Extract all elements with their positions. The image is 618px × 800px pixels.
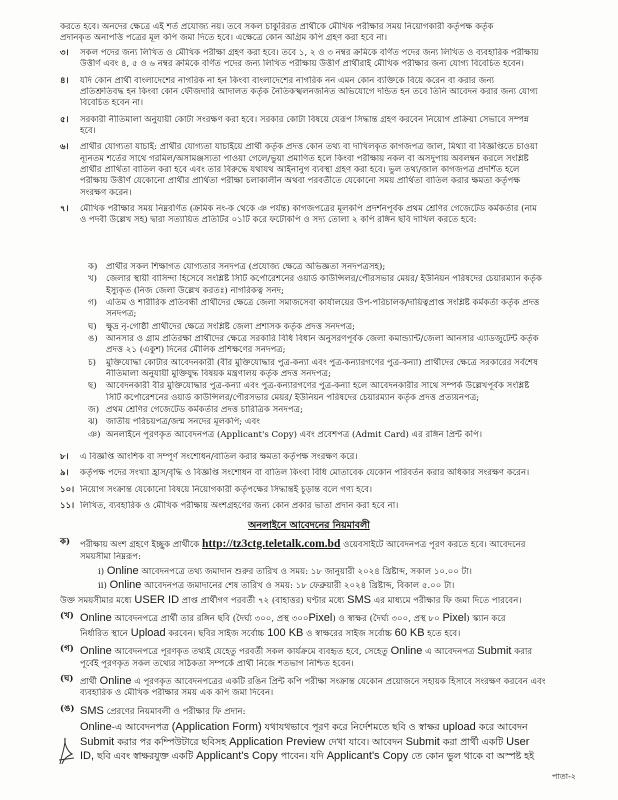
online-word: Online bbox=[80, 612, 112, 625]
text-span: ) ও স্বাক্ষর (দৈর্ঘ্য ৩০০, প্রস্থ ৮০ bbox=[332, 614, 440, 625]
preview-term: Application Preview bbox=[229, 735, 326, 748]
text-span: দেখা যাবে। আবেদন bbox=[328, 736, 403, 748]
numbered-item bbox=[60, 76, 580, 110]
numbered-item bbox=[60, 501, 580, 512]
numbered-items bbox=[60, 48, 580, 232]
rule-number: (খ) bbox=[60, 611, 74, 622]
text-span: উক্ত সময়সীমার মধ্যে bbox=[60, 595, 132, 606]
item-number: ঙ) bbox=[88, 334, 98, 345]
text-line: প্রদানকৃত অনাপত্তি পত্রের মূল কপি জমা দিতে হবে। এক্ষেত্রে কোন অগ্রিম কপি গ্রহণ করা হবে না। bbox=[60, 33, 388, 44]
item-number: ৩। bbox=[60, 48, 69, 58]
item-number: ১১। bbox=[60, 501, 75, 512]
text-line: আনসার ও গ্রাম প্রতিরক্ষা প্রার্থীদের ক্ষেত্রে সরকারি বিধি বিধান অনুসরণপূর্বক জেলা কমান্ড্যান্ট/জেলা আনসার এ্যাডজুটেন্ট কর্তৃক bbox=[106, 334, 539, 345]
text-span: করার bbox=[514, 647, 533, 658]
sms-term: SMS bbox=[347, 593, 371, 606]
text-line: আবেদনকারী বীর মুক্তিযোদ্ধার পুত্র-কন্যা এবং পুত্র-কন্যারগণের পুত্র-কন্যা হলে আবেদনকারীর সাথে সম্পর্ক উল্লেখপূর্বক সংশ্লিষ্ট bbox=[106, 381, 530, 392]
text-line: ও পদবী উল্লেখ সহ) দ্বারা সত্যায়িত প্রতিটির ০১টি করে ফটোকপি ও সদ্য তোলা ২ কপি রঙ্গিন ছবি দাখিল করতে হবে: bbox=[80, 215, 477, 226]
text-line: সময়সীমা নিম্নরূপ: bbox=[80, 552, 141, 563]
online-word: Online bbox=[106, 564, 139, 577]
numbered-item bbox=[60, 142, 580, 199]
text-span: ওয়েবসাইটে আবেদনপত্র পূরণ করতে হবে। আবেদনের bbox=[343, 540, 526, 550]
text-line: জেলার স্থায়ী বাসিন্দা হিসেবে সংশ্লিষ্ট সিটি কর্পোরেশনের ওয়ার্ড কাউন্সিলর/পৌরসভার মেয়র/ ইউনিয়ন পরিষদের চেয়ারম্যান কর্তৃক bbox=[106, 274, 542, 285]
submit-term: Submit bbox=[477, 645, 512, 658]
item-number: ঞ) bbox=[88, 429, 101, 440]
online-word: Online bbox=[80, 721, 112, 734]
list-item bbox=[88, 274, 582, 297]
text-span: ) স্ক্যান করে bbox=[466, 614, 506, 625]
document-list bbox=[88, 262, 582, 442]
text-line: নীতিমালা অনুযায়ী মুক্তিযুদ্ধ বিষয়ক মন্ত্রণালয় কর্তৃক প্রদত্ত সনদপত্র; bbox=[106, 369, 332, 380]
text-line: মুক্তিযোদ্ধা কোটার আবেদনকারী (বীর মুক্তিযোদ্ধার পুত্র-কন্যা এবং পুত্র-কন্যারগণের পুত্র-কন্যা) প্রার্থীদের ক্ষেত্রে সরকারের সর্বশেষ bbox=[106, 357, 538, 368]
text-line: প্রার্থীর সকল শিক্ষাগত যোগ্যতার সনদপত্র (প্রযোজ্য ক্ষেত্রে অভিজ্ঞতা সনদপত্রসহ); bbox=[106, 262, 386, 272]
applicant-copy-term: Applicant's Copy bbox=[326, 750, 409, 763]
rule-c bbox=[60, 644, 580, 670]
numbered-item bbox=[60, 452, 580, 463]
applicant-copy-term: Applicant's Copy bbox=[196, 750, 278, 763]
text-line: লিখিত, ব্যবহারিক ও মৌখিক পরীক্ষায় অংশগ্রহণের জন্য কোন প্রকার ভাতা প্রদান করা হবে না। bbox=[80, 501, 399, 512]
submit-term: Submit bbox=[80, 735, 115, 748]
size-limit: 100 KB bbox=[267, 626, 304, 639]
text-span: আবেদনপত্র জমাদানের শেষ তারিখ ও সময়: ১৮ ফেব্রুয়ারী ২০২৪ খ্রিষ্টাব্দ, বিকাল ৫.০০ টা। bbox=[144, 581, 455, 592]
text-line: কর্তৃপক্ষ পদের সংখ্যা হ্রাস/বৃদ্ধি ও বিজ্ঞপ্তি সংশোধন বা বাতিল কিংবা বিধি মোতাবেক যেকোন পরিবর্তন করার অধিকার সংরক্ষণ করেন। bbox=[80, 468, 530, 479]
text-line: হবে। bbox=[80, 126, 96, 137]
pixel-term: Pixel bbox=[308, 612, 333, 625]
rule-d bbox=[60, 674, 580, 700]
item-number: ৭। bbox=[60, 204, 69, 215]
sms-paragraph bbox=[60, 720, 580, 764]
text-span: প্রার্থী bbox=[80, 676, 97, 687]
text-line: এ বিজ্ঞপ্তি আংশিক বা সম্পূর্ণ সংশোধন/বাতিল করার ক্ষমতা কর্তৃপক্ষ সংরক্ষণ করে। bbox=[80, 452, 358, 462]
text-line: প্রতিশ্রুতিবদ্ধ হন কিংবা কোন ফৌজদারি আদালত কর্তৃক নৈতিকস্খলনজনিত অভিযোগে দন্ডিত হন তবে তিনি আবেদন করার জন্য যোগ্য bbox=[80, 87, 538, 98]
text-span: করবেন। ছবির সাইজ সর্বোচ্চ bbox=[168, 628, 265, 639]
numbered-items-2 bbox=[60, 452, 580, 517]
website-link[interactable]: http://tz3ctg.teletalk.com.bd bbox=[202, 538, 341, 550]
user-term: User bbox=[506, 735, 530, 748]
upload-term: upload bbox=[442, 721, 476, 734]
size-limit: 60 KB bbox=[394, 626, 425, 639]
rule-number: ক) bbox=[60, 537, 71, 547]
user-id-term: USER ID bbox=[134, 593, 180, 606]
text-span: এ আবেদনপত্র bbox=[425, 647, 475, 658]
signature-mark bbox=[56, 734, 78, 768]
text-line: বিবেচিত হবেন না। bbox=[80, 98, 144, 109]
text-line: প্রার্থীর যোগ্যতা যাচাই: প্রার্থীর যোগ্যতা যাচাইয়ে প্রার্থী কর্তৃক প্রদত্ত কোন তথ্য বা দাখিলকৃত কাগজপত্র জাল, মিথ্যা বা বিজ্ঞপ্তিতে চাওয়া bbox=[80, 142, 538, 153]
text-span: করে আবেদন bbox=[478, 722, 528, 734]
text-line: প্রথম শ্রেণির গেজেটেড কর্মকর্তার প্রদত্ত চারিত্রিক সনদপত্র; bbox=[106, 405, 303, 416]
list-item bbox=[88, 430, 582, 441]
text-line: এতিম ও শারীরিক প্রতিবন্ধী প্রার্থীদের ক্ষেত্রে জেলা সমাজসেবা কার্যালয়ের উপ-পরিচালক/দায়িত্বপ্রাপ্ত সংশ্লিষ্ট কর্মকর্তা কর্তৃক প্রদত্ত bbox=[106, 298, 540, 309]
text-span: ও স্বাক্ষরের সাইজ সর্বোচ্চ bbox=[306, 628, 392, 639]
text-span: -এ আবেদনপত্র bbox=[111, 722, 169, 734]
rule-number: (ঙ) bbox=[60, 703, 75, 714]
item-number: গ) bbox=[88, 298, 97, 309]
item-number: চ) bbox=[88, 357, 96, 368]
text-span: আবেদনপত্রে তথ্য জমাদান শুরুর তারিখ ও সময়: ১৮ জানুয়ারী ২০২৪ খ্রিষ্টাব্দ, সকাল ১০.০০ টা। bbox=[141, 566, 472, 577]
rule-number: (ঘ) bbox=[60, 673, 74, 684]
item-number: খ) bbox=[88, 274, 97, 285]
pixel-term: Pixel bbox=[442, 612, 467, 625]
item-number: ৫। bbox=[60, 114, 69, 125]
list-item bbox=[88, 358, 582, 381]
text-line: করতে হবে। অনদের ক্ষেত্রে এই শর্ত প্রযোজ্য নয়। তবে সকল চাকুরিরত প্রার্থীকে মৌখিক পরীক্ষার সময় নিয়োগকারী কর্তৃপক্ষ কর্তৃক bbox=[60, 22, 494, 32]
application-form-term: (Application Form) bbox=[171, 721, 262, 734]
online-word: Online bbox=[109, 579, 142, 592]
text-span: যথাযথভাবে পূরণ করে নির্দেশমতে ছবি ও স্বাক্ষর bbox=[264, 722, 440, 734]
text-line: প্রদত্ত ২১ (একুশ) দিনের মৌলিক প্রশিক্ষণের সনদপত্র; bbox=[106, 345, 286, 356]
item-number: ক) bbox=[88, 262, 98, 272]
rule-number: (গ) bbox=[60, 644, 74, 655]
item-number: ৬। bbox=[60, 142, 69, 153]
text-line: সিটি কর্পোরেশনের ওয়ার্ড কাউন্সিলর/পৌরসভার মেয়র/ ইউনিয়ন পরিষদের চেয়ারম্যান কর্তৃক প্রদত্ত প্রত্যয়নপত্র; bbox=[106, 392, 480, 403]
text-line: ইস্যুকৃত (নিজ জেলা উল্লেখ করতঃ) নাগরিকত্ব সনদ; bbox=[106, 285, 284, 296]
numbered-item bbox=[60, 48, 580, 71]
numbered-item bbox=[60, 468, 580, 479]
list-item bbox=[88, 298, 582, 321]
item-number: ৮। bbox=[60, 452, 69, 462]
numbered-item bbox=[60, 485, 580, 496]
item-number: ১০। bbox=[60, 484, 75, 495]
item-number: ঘ) bbox=[88, 321, 97, 332]
text-span: পরীক্ষায় অংশ গ্রহণে ইচ্ছুক প্রার্থীকে bbox=[80, 540, 200, 550]
text-line: জাতীয় পরিচয়পত্র/জন্ম সনদের মূলকপি; এবং bbox=[106, 417, 260, 428]
text-line: পূর্বেই পূরণকৃত সকল তথ্যের সঠিকতা সম্পর্কে প্রার্থী নিজে শতভাগ নিশ্চিত হবেন। bbox=[80, 658, 354, 669]
online-word: Online bbox=[99, 674, 132, 687]
sms-term: SMS bbox=[80, 704, 104, 717]
text-span: তে কোন ভুল থাকে বা অস্পষ্ট হই bbox=[411, 751, 534, 763]
text-line: মৌখিক পরীক্ষার সময় নিম্নবর্ণিত (ক্রমিক নং-ক থেকে ঞ পর্যন্ত) কাগজপত্রের মূলকপি প্রদর্শনপূর্বক প্রথম শ্রেণির গেজেটেড কর্মকর্তার (নাম bbox=[80, 204, 537, 215]
text-span: আবেদনপত্রে পূরণকৃত তথ্যই যেহেতু পরবর্তী সকল কার্যক্রমে ব্যবহৃত হবে, সেহেতু bbox=[114, 647, 388, 658]
text-line: ক্ষুদ্র নৃ-গোষ্ঠী প্রার্থীদের ক্ষেত্রে সংশ্লিষ্ট জেলা প্রশাসক কর্তৃক প্রদত্ত সনদপত্র; bbox=[106, 321, 356, 332]
text-span: আবেদনপত্রে প্রার্থী তার রঙ্গিন ছবি (দৈর্ঘ্য ৩০০, প্রস্থ ৩০০ bbox=[114, 614, 309, 625]
text-line: পরীক্ষায় উত্তীর্ণ যেকোনো প্রার্থীর প্রার্থিতা পরীক্ষা চলাকালীন অথবা পরবর্তীতে যেকোনো সময় প্রার্থিতা বাতিল করার ক্ষমতা কর্তৃপক্ষ bbox=[80, 176, 521, 187]
list-item bbox=[88, 405, 582, 416]
text-line: ন্যূনতম শর্তের সাথে গরমিল/অসামঞ্জস্যতা পাওয়া গেলে/ভুয়া প্রমাণিত হলে কিংবা পরীক্ষায় নকল বা অসদুপায় অবলম্বন করলে সংশ্লিষ্ট bbox=[80, 153, 529, 164]
text-line: প্রার্থীর প্রার্থিতা বাতিল করা হবে এবং তার বিরুদ্ধে যথাযথ আইনানুগ ব্যবস্থা গ্রহণ করা হবে। ভুল তথ্য/জাল কাগজপত্র প্রদর্শিত হলে bbox=[80, 165, 520, 176]
text-line: ব্যবহারিক ও মৌখিক পরীক্ষার সময় এক কপি জমা দিবেন। bbox=[80, 688, 274, 699]
text-span: প্রাপ্ত প্রার্থীগণ পরবর্তী ৭২ (বাহাত্তর) ঘণ্টার মধ্যে bbox=[181, 595, 345, 606]
text-line: সনদপত্র; bbox=[106, 309, 137, 320]
item-number: ছ) bbox=[88, 381, 97, 392]
text-span: এর মাধ্যমে পরীক্ষার ফি জমা দিতে পারবেন। bbox=[373, 595, 522, 606]
rule-e bbox=[60, 704, 580, 719]
rule-a bbox=[60, 537, 580, 593]
text-line: সংরক্ষণ করেন। bbox=[80, 187, 132, 198]
text-line: সরকারী নীতিমালা অনুযায়ী কোটা সংরক্ষণ করা হবে। সরকার কোটা বিষয়ে যেরূপ সিদ্ধান্ত গ্রহণ করবেন নিয়োগ প্রক্রিয়া সেভাবে সম্পন্ন bbox=[80, 114, 529, 125]
text-span: ছবি এবং স্বাক্ষরযুক্ত একটি bbox=[97, 751, 194, 763]
page-number: পাতা-২ bbox=[552, 772, 576, 781]
roman-number: ii) bbox=[98, 581, 107, 592]
text-span: নির্ধারিত স্থানে bbox=[80, 628, 129, 639]
list-item bbox=[88, 262, 582, 273]
item-number: ৯। bbox=[60, 468, 69, 479]
item-number: ৪। bbox=[60, 75, 69, 86]
text-span: প্রেরণের নিয়মাবলী ও পরীক্ষার ফি প্রদান: bbox=[106, 706, 246, 717]
online-rules bbox=[60, 537, 580, 764]
list-item bbox=[88, 322, 582, 333]
text-line: সকল পদের জন্য লিখিত ও মৌখিক পরীক্ষা গ্রহণ করা হবে। তবে ১, ২ ও ৩ নম্বর ক্রমিকে বর্ণিত পদের জন্য লিখিত ও ব্যবহারিক পরীক্ষায় bbox=[80, 48, 539, 58]
text-span: হতে হবে। bbox=[427, 628, 461, 639]
text-span: এ পূরণকৃত আবেদনপত্রের একটি রঙিন প্রিন্ট কপি পরীক্ষা সংক্রান্ত যেকোন প্রয়োজনে সহায়ক হিসাবে সংরক্ষণ করবেন এবং bbox=[134, 676, 546, 687]
list-item bbox=[88, 417, 582, 428]
id-term: ID, bbox=[80, 750, 95, 763]
submit-term: Submit bbox=[405, 735, 440, 748]
online-word: Online bbox=[80, 645, 112, 658]
text-line: যদি কোন প্রার্থী বাংলাদেশের নাগরিক না হন কিংবা বাংলাদেশের নাগরিক নন এমন কোন ব্যক্তিকে বিয়ে করেন বা করার জন্য bbox=[80, 75, 494, 86]
rule-b bbox=[60, 611, 580, 640]
upload-term: Upload bbox=[130, 626, 166, 639]
text-span: পাবেন। যদি bbox=[280, 751, 324, 763]
text-span: করা প্রার্থী একটি bbox=[442, 736, 504, 748]
online-word: Online bbox=[390, 645, 423, 658]
text-line: অনলাইনে পূরণকৃত আবেদনপত্র (Applicant's Copy) এবং প্রবেশপত্র (Admit Card) এর রঙ্গিন প্রিন্ট কপি। bbox=[106, 429, 483, 440]
text-line: নিয়োগ সংক্রান্ত যেকোনো বিষয়ে নিয়োগকারী কর্তৃপক্ষের সিদ্ধান্তই চূড়ান্ত বলে গণ্য হবে। bbox=[80, 484, 373, 495]
list-item bbox=[88, 381, 582, 404]
numbered-item bbox=[60, 204, 580, 227]
item-number: ঝ) bbox=[88, 417, 98, 428]
text-span: করার পর কম্পিউটারে ছবিসহ bbox=[117, 736, 227, 748]
item-number: জ) bbox=[88, 405, 100, 416]
numbered-item bbox=[60, 115, 580, 138]
roman-number: i) bbox=[98, 566, 105, 577]
top-paragraph bbox=[60, 22, 580, 45]
text-line: উত্তীর্ণ এবং ৪, ৫ ও ৬ নম্বর ক্রমিকে বর্ণিত পদের জন্য লিখিত পরীক্ষায় উত্তীর্ণ প্রার্থীরাই মৌখিক পরীক্ষার জন্য যোগ্য বিবেচিত হবেন। bbox=[80, 59, 524, 70]
online-rules-heading: অনলাইনে আবেদনের নিয়মাবলী bbox=[248, 520, 370, 531]
list-item bbox=[88, 334, 582, 357]
